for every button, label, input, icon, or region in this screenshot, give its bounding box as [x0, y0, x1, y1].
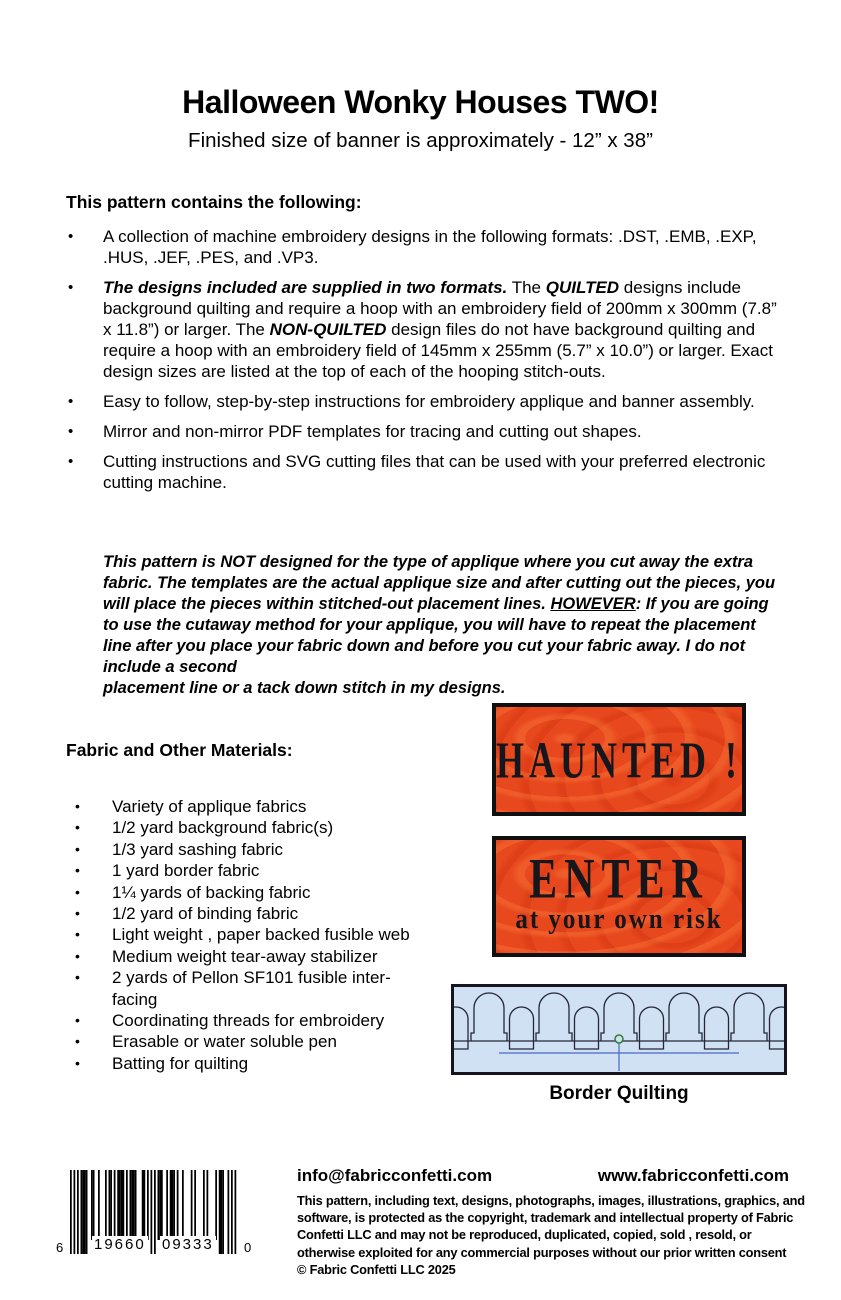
- enter-banner-image: [492, 836, 746, 957]
- bullet-text-bold: NON-QUILTED: [269, 320, 387, 339]
- material-text: 1/2 yard of binding fabric: [112, 904, 299, 924]
- bullet-text: Cutting instructions and SVG cutting files that can be used with your preferred electronic cutting machine.: [103, 452, 766, 492]
- list-item: [66, 1053, 422, 1074]
- material-text: Medium weight tear-away stabilizer: [112, 946, 378, 966]
- enter-banner-subtext: at your own risk: [515, 903, 723, 935]
- bullet-icon: •: [75, 1054, 80, 1071]
- border-quilting-image: [451, 984, 787, 1075]
- bullet-icon: •: [68, 393, 74, 410]
- materials-section: [66, 740, 422, 1074]
- list-item: [66, 226, 780, 268]
- material-text: 1 yard border fabric: [112, 861, 260, 881]
- bullet-text: A collection of machine embroidery designs in the following formats: .DST, .EMB, .EXP, .HUS, .JEF, .PES, and .VP3.: [103, 227, 757, 267]
- barcode-digit-first: 6: [56, 1240, 64, 1255]
- page-subtitle: Finished size of banner is approximately - 12” x 38”: [188, 129, 653, 152]
- bullet-icon: •: [75, 905, 80, 922]
- upc-barcode: [54, 1170, 258, 1262]
- border-quilting-diagram: [454, 987, 784, 1072]
- bullet-icon: •: [68, 423, 74, 440]
- bullet-icon: •: [75, 947, 80, 964]
- copyright-paragraph: This pattern, including text, designs, photographs, images, illustrations, graphics, and software, is protected as the copyright, trademark and intellectual property of Fabric Confetti LLC and may not be reproduced, duplicated, copied, sold , resold, or otherwise exploited for any commercial purposes without our prior written consent: [297, 1193, 805, 1260]
- material-text: Erasable or water soluble pen: [112, 1032, 337, 1052]
- materials-list: [66, 796, 422, 1074]
- bullet-text-bold: The designs included are supplied in two formats.: [103, 278, 508, 297]
- pattern-contents-heading: This pattern contains the following:: [66, 192, 362, 212]
- haunted-banner-text: HAUNTED !: [496, 730, 743, 789]
- material-text: Variety of applique fabrics: [112, 797, 307, 816]
- material-text: 1/2 yard background fabric(s): [112, 818, 334, 838]
- pattern-contents-section: [66, 192, 780, 502]
- list-item: [66, 839, 422, 860]
- material-text: 1¼ yards of backing fabric: [112, 882, 311, 902]
- material-text: Batting for quilting: [112, 1053, 249, 1073]
- enter-banner-text: ENTER: [529, 848, 709, 911]
- list-item: [66, 451, 780, 493]
- bullet-icon: •: [68, 228, 74, 245]
- bullet-icon: •: [75, 1012, 80, 1029]
- barcode-digit-last: 0: [244, 1240, 252, 1255]
- bullet-icon: •: [75, 798, 80, 814]
- bullet-icon: •: [75, 819, 80, 836]
- note-text: : If you are going to use the cutaway method for your applique, you will have to repeat the placement line after you place your fabric down and before you cut your fabric away. I do not include a second: [103, 595, 769, 676]
- material-text: Coordinating threads for embroidery: [112, 1011, 385, 1031]
- list-item: [66, 1031, 422, 1052]
- bullet-text-bold: QUILTED: [545, 278, 620, 297]
- list-item: [66, 1010, 422, 1031]
- bullet-icon: •: [75, 969, 80, 986]
- list-item: [66, 903, 422, 924]
- barcode-digits-right: 09333: [162, 1236, 214, 1253]
- bullet-icon: •: [75, 862, 80, 879]
- bullet-icon: •: [68, 279, 74, 296]
- list-item: [66, 391, 780, 412]
- copyright-text: [297, 1192, 809, 1278]
- page-title: Halloween Wonky Houses TWO!: [182, 84, 659, 120]
- bullet-icon: •: [75, 883, 80, 900]
- border-quilting-caption: Border Quilting: [549, 1083, 689, 1104]
- list-item: [66, 924, 422, 945]
- bullet-text: design files do not have background quilting and require a hoop with an embroidery field of 145mm x 255mm (5.7” x 10.0”) or larger. Exact design sizes are listed at the top of each of the hooping stitch-outs.: [103, 320, 773, 381]
- list-item: [66, 860, 422, 881]
- material-text: 2 yards of Pellon SF101 fusible inter-facing: [112, 968, 391, 1009]
- list-item: [66, 946, 422, 967]
- material-text: 1/3 yard sashing fabric: [112, 839, 284, 859]
- applique-note: [103, 552, 781, 699]
- copyright-line: © Fabric Confetti LLC 2025: [297, 1261, 456, 1277]
- bullet-text: Mirror and non-mirror PDF templates for tracing and cutting out shapes.: [103, 422, 642, 441]
- note-text: This pattern is NOT designed for the type of applique where you cut away the extra fabric. The templates are the actual applique size and after cutting out the pieces, you will place the pieces within stitched-out placement lines.: [103, 553, 776, 613]
- list-item: [66, 277, 780, 382]
- note-text: placement line or a tack down stitch in my designs.: [103, 679, 506, 697]
- haunted-banner-image: [492, 703, 746, 816]
- bullet-icon: •: [68, 453, 74, 470]
- list-item: [66, 796, 422, 817]
- list-item: [66, 882, 422, 903]
- note-however: HOWEVER: [550, 595, 636, 613]
- pattern-contents-list: [66, 226, 780, 493]
- bullet-icon: •: [75, 840, 80, 857]
- contact-email: info@fabricconfetti.com: [297, 1166, 493, 1185]
- bullet-icon: •: [75, 926, 80, 943]
- contact-website: www.fabricconfetti.com: [597, 1166, 789, 1185]
- list-item: [66, 421, 780, 442]
- bullet-text: Easy to follow, step-by-step instructions for embroidery applique and banner assembly.: [103, 392, 755, 411]
- bullet-icon: •: [75, 1033, 80, 1050]
- bullet-text: The: [507, 278, 546, 297]
- barcode-digits-left: 19660: [94, 1236, 146, 1253]
- material-text: Light weight , paper backed fusible web: [112, 925, 410, 945]
- list-item: [66, 817, 422, 838]
- materials-heading: Fabric and Other Materials:: [66, 740, 293, 760]
- bullet-text: designs include background quilting and require a hoop with an embroidery field of 200mm x 300mm (7.8” x 11.8”) or larger. The: [103, 278, 777, 339]
- list-item: [66, 967, 422, 1010]
